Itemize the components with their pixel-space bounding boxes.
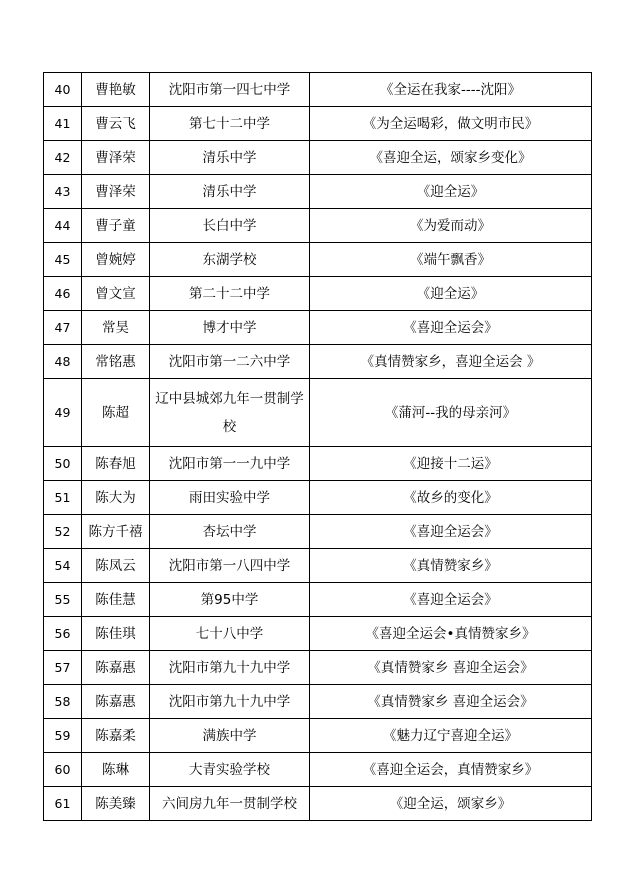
work-title: 《真情赞家乡 喜迎全运会》	[310, 685, 592, 719]
table-row	[44, 753, 592, 787]
table-row	[44, 175, 592, 209]
student-name: 曾文宣	[82, 277, 150, 311]
entry-number: 52	[44, 515, 82, 549]
table-row	[44, 447, 592, 481]
student-name: 陈大为	[82, 481, 150, 515]
table-row	[44, 787, 592, 821]
student-name: 陈方千禧	[82, 515, 150, 549]
student-name: 陈超	[82, 379, 150, 447]
school-name: 清乐中学	[150, 175, 310, 209]
entry-number: 54	[44, 549, 82, 583]
student-name: 陈嘉惠	[82, 651, 150, 685]
school-name: 东湖学校	[150, 243, 310, 277]
school-name: 第95中学	[150, 583, 310, 617]
work-title: 《迎接十二运》	[310, 447, 592, 481]
entry-number: 50	[44, 447, 82, 481]
entry-number: 46	[44, 277, 82, 311]
table-row	[44, 311, 592, 345]
work-title: 《真情赞家乡》	[310, 549, 592, 583]
school-name: 沈阳市第一二六中学	[150, 345, 310, 379]
table-row	[44, 617, 592, 651]
student-name: 曾婉婷	[82, 243, 150, 277]
school-name: 长白中学	[150, 209, 310, 243]
entry-number: 40	[44, 73, 82, 107]
student-name: 曹艳敏	[82, 73, 150, 107]
student-name: 陈佳慧	[82, 583, 150, 617]
work-title: 《端午飘香》	[310, 243, 592, 277]
table-row	[44, 651, 592, 685]
school-name: 杏坛中学	[150, 515, 310, 549]
student-name: 陈嘉柔	[82, 719, 150, 753]
table-row	[44, 107, 592, 141]
school-name: 辽中县城郊九年一贯制学校	[150, 379, 310, 447]
school-name: 七十八中学	[150, 617, 310, 651]
entries-table	[43, 72, 592, 821]
work-title: 《迎全运》	[310, 175, 592, 209]
work-title: 《迎全运》	[310, 277, 592, 311]
school-name: 清乐中学	[150, 141, 310, 175]
entry-number: 58	[44, 685, 82, 719]
school-name: 沈阳市第一四七中学	[150, 73, 310, 107]
table-row	[44, 719, 592, 753]
work-title: 《喜迎全运会，真情赞家乡》	[310, 753, 592, 787]
work-title: 《为爱而动》	[310, 209, 592, 243]
work-title: 《全运在我家----沈阳》	[310, 73, 592, 107]
table-row	[44, 549, 592, 583]
entry-number: 60	[44, 753, 82, 787]
table-row	[44, 515, 592, 549]
entry-number: 43	[44, 175, 82, 209]
school-name: 第二十二中学	[150, 277, 310, 311]
table-row	[44, 73, 592, 107]
work-title: 《喜迎全运会》	[310, 583, 592, 617]
table-row	[44, 209, 592, 243]
school-name: 沈阳市第九十九中学	[150, 651, 310, 685]
entry-number: 57	[44, 651, 82, 685]
entries-table-body	[44, 73, 592, 821]
student-name: 陈美臻	[82, 787, 150, 821]
student-name: 陈春旭	[82, 447, 150, 481]
work-title: 《真情赞家乡 喜迎全运会》	[310, 651, 592, 685]
entry-number: 47	[44, 311, 82, 345]
student-name: 曹泽荣	[82, 175, 150, 209]
entry-number: 51	[44, 481, 82, 515]
student-name: 陈凤云	[82, 549, 150, 583]
entry-number: 49	[44, 379, 82, 447]
student-name: 常铭惠	[82, 345, 150, 379]
entry-number: 59	[44, 719, 82, 753]
entry-number: 61	[44, 787, 82, 821]
entry-number: 44	[44, 209, 82, 243]
school-name: 六间房九年一贯制学校	[150, 787, 310, 821]
work-title: 《喜迎全运会》	[310, 311, 592, 345]
table-row	[44, 345, 592, 379]
work-title: 《故乡的变化》	[310, 481, 592, 515]
student-name: 陈佳琪	[82, 617, 150, 651]
school-name: 大青实验学校	[150, 753, 310, 787]
school-name: 博才中学	[150, 311, 310, 345]
work-title: 《迎全运，颂家乡》	[310, 787, 592, 821]
table-row	[44, 141, 592, 175]
student-name: 曹子童	[82, 209, 150, 243]
table-row	[44, 379, 592, 447]
school-name: 沈阳市第九十九中学	[150, 685, 310, 719]
table-row	[44, 243, 592, 277]
student-name: 曹泽荣	[82, 141, 150, 175]
table-row	[44, 481, 592, 515]
table-row	[44, 583, 592, 617]
entry-number: 41	[44, 107, 82, 141]
work-title: 《喜迎全运会》	[310, 515, 592, 549]
student-name: 常昊	[82, 311, 150, 345]
work-title: 《喜迎全运会•真情赞家乡》	[310, 617, 592, 651]
work-title: 《为全运喝彩，做文明市民》	[310, 107, 592, 141]
school-name: 第七十二中学	[150, 107, 310, 141]
student-name: 曹云飞	[82, 107, 150, 141]
entry-number: 56	[44, 617, 82, 651]
school-name: 雨田实验中学	[150, 481, 310, 515]
school-name: 沈阳市第一一九中学	[150, 447, 310, 481]
work-title: 《蒲河--我的母亲河》	[310, 379, 592, 447]
entry-number: 42	[44, 141, 82, 175]
entry-number: 45	[44, 243, 82, 277]
table-row	[44, 277, 592, 311]
school-name: 满族中学	[150, 719, 310, 753]
entry-number: 48	[44, 345, 82, 379]
entry-number: 55	[44, 583, 82, 617]
work-title: 《魅力辽宁喜迎全运》	[310, 719, 592, 753]
student-name: 陈嘉惠	[82, 685, 150, 719]
work-title: 《真情赞家乡，喜迎全运会 》	[310, 345, 592, 379]
student-name: 陈琳	[82, 753, 150, 787]
table-row	[44, 685, 592, 719]
school-name: 沈阳市第一八四中学	[150, 549, 310, 583]
work-title: 《喜迎全运，颂家乡变化》	[310, 141, 592, 175]
